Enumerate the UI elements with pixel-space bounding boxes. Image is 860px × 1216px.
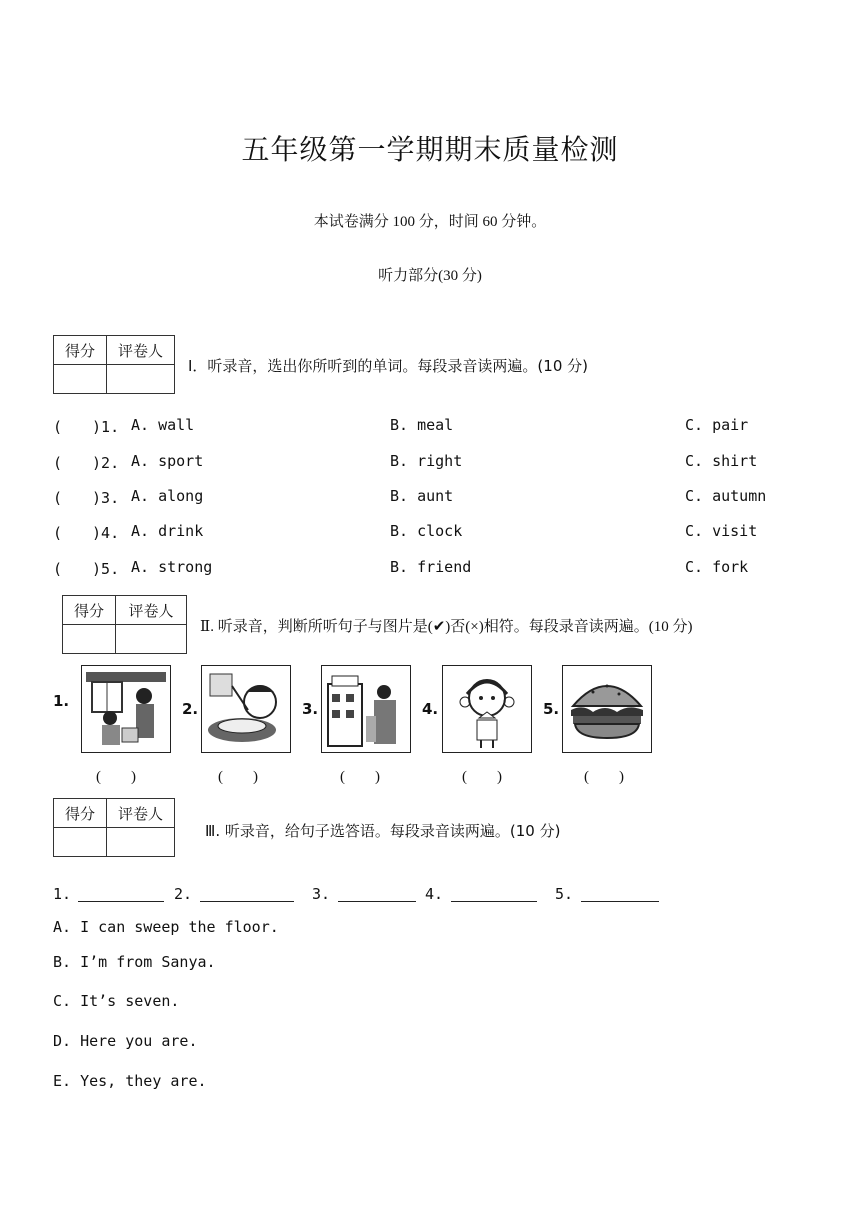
blank-number: 4. <box>425 885 444 903</box>
answer-blank[interactable] <box>200 900 294 902</box>
listening-part-label: 听力部分(30 分) <box>378 268 482 284</box>
answer-blank[interactable] <box>78 900 164 902</box>
answer-blank[interactable] <box>338 900 416 902</box>
page-title: 五年级第一学期期末质量检测 <box>241 135 619 166</box>
answer-parentheses[interactable]: ( ) <box>218 769 258 785</box>
boy-eating-noodles-picture <box>201 665 291 753</box>
section2-heading: Ⅱ. 听录音，判断所听句子与图片是(✔)否(×)相符。每段录音读两遍。(10 分) <box>200 619 693 635</box>
section1-heading: Ⅰ．听录音，选出你所听到的单词。每段录音读两遍。(10 分) <box>188 357 588 375</box>
blank-number: 3. <box>312 885 331 903</box>
score-field[interactable] <box>54 828 107 857</box>
picture-number: 5. <box>543 700 560 718</box>
score-box-section3 <box>53 798 175 857</box>
grader-label: 评卷人 <box>107 799 175 828</box>
answer-option: B. I’m from Sanya. <box>53 953 216 971</box>
picture-number: 4. <box>422 700 439 718</box>
score-field[interactable] <box>54 365 107 394</box>
supermarket-building-picture <box>321 665 411 753</box>
option-a: A. strong <box>131 558 213 576</box>
question-number[interactable]: ( )2. <box>53 454 120 472</box>
question-number[interactable]: ( )4. <box>53 524 120 542</box>
option-b: B. meal <box>390 416 454 434</box>
option-a: A. sport <box>131 452 204 470</box>
option-c: C. fork <box>685 558 749 576</box>
answer-parentheses[interactable]: ( ) <box>96 769 136 785</box>
grader-label: 评卷人 <box>107 336 175 365</box>
answer-option: A. I can sweep the floor. <box>53 918 279 936</box>
blank-number: 2. <box>174 885 193 903</box>
option-b: B. aunt <box>390 487 454 505</box>
picture-number: 2. <box>182 700 199 718</box>
grader-field[interactable] <box>116 625 187 654</box>
score-label: 得分 <box>54 336 107 365</box>
grader-label: 评卷人 <box>116 596 187 625</box>
question-number[interactable]: ( )3. <box>53 489 120 507</box>
blank-number: 1. <box>53 885 72 903</box>
hamburger-picture <box>562 665 652 753</box>
grader-field[interactable] <box>107 828 175 857</box>
score-field[interactable] <box>63 625 116 654</box>
option-b: B. right <box>390 452 463 470</box>
score-label: 得分 <box>63 596 116 625</box>
blank-number: 5. <box>555 885 574 903</box>
answer-parentheses[interactable]: ( ) <box>584 769 624 785</box>
option-a: A. wall <box>131 416 195 434</box>
option-b: B. clock <box>390 522 463 540</box>
answer-option: C. It’s seven. <box>53 992 180 1010</box>
answer-option: D. Here you are. <box>53 1032 198 1050</box>
option-a: A. along <box>131 487 204 505</box>
answer-blank[interactable] <box>451 900 537 902</box>
option-c: C. autumn <box>685 487 767 505</box>
section3-heading: Ⅲ. 听录音，给句子选答语。每段录音读两遍。(10 分) <box>205 822 561 840</box>
question-number[interactable]: ( )1. <box>53 418 120 436</box>
option-c: C. pair <box>685 416 749 434</box>
exam-instructions: 本试卷满分 100 分，时间 60 分钟。 <box>313 214 547 230</box>
kids-in-room-picture <box>81 665 171 753</box>
option-b: B. friend <box>390 558 472 576</box>
score-label: 得分 <box>54 799 107 828</box>
answer-parentheses[interactable]: ( ) <box>340 769 380 785</box>
picture-number: 3. <box>302 700 319 718</box>
answer-option: E. Yes, they are. <box>53 1072 207 1090</box>
option-c: C. visit <box>685 522 758 540</box>
answer-blank[interactable] <box>581 900 659 902</box>
girl-eating-picture <box>442 665 532 753</box>
picture-number: 1. <box>53 692 70 710</box>
option-a: A. drink <box>131 522 204 540</box>
option-c: C. shirt <box>685 452 758 470</box>
score-box-section2 <box>62 595 187 654</box>
answer-parentheses[interactable]: ( ) <box>462 769 502 785</box>
grader-field[interactable] <box>107 365 175 394</box>
question-number[interactable]: ( )5. <box>53 560 120 578</box>
score-box-section1 <box>53 335 175 394</box>
